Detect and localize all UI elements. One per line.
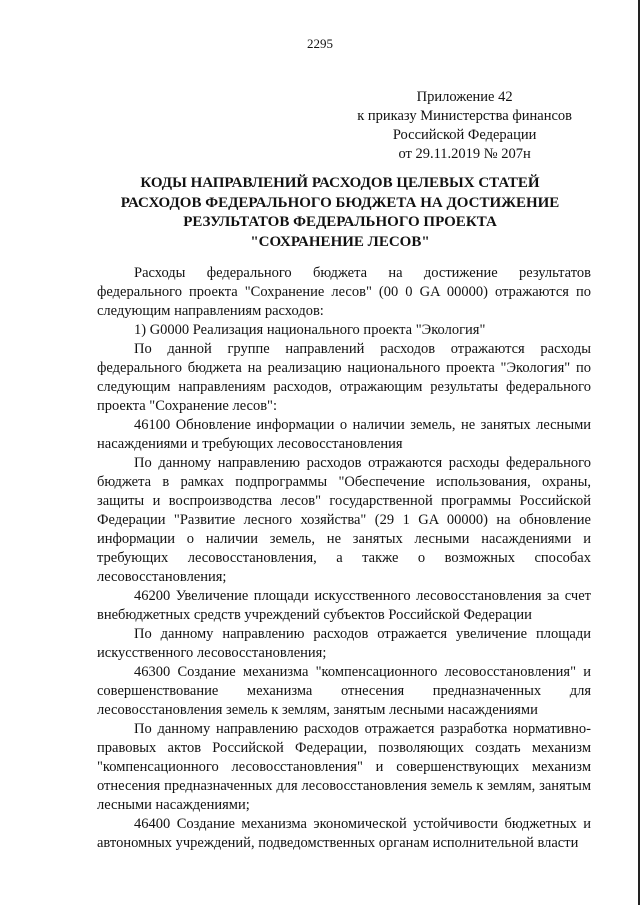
appendix-line: к приказу Министерства финансов	[357, 108, 572, 124]
paragraph-intro: Расходы федерального бюджета на достижение результатов федерального проекта "Сохранение лесов" (00 0 GA 00000) отражаются по следующим направлениям расходов:	[97, 265, 591, 319]
paragraph-code-46100: 46100 Обновление информации о наличии земель, не занятых лесными насаждениями и требующих лесовосстановления	[97, 417, 591, 452]
paragraph-code-46200: 46200 Увеличение площади искусственного лесовосстановления за счет внебюджетных средств учреждений субъектов Российской Федерации	[97, 588, 591, 623]
paragraph-group-heading: 1) G0000 Реализация национального проекта "Экология"	[134, 322, 486, 338]
paragraph-code-46100-description: По данному направлению расходов отражаются расходы федерального бюджета в рамках подпрограммы "Обеспечение использования, охраны, защиты и воспроизводства лесов" государственной программы Российской Федерации "Развитие лесного хозяйства" (29 1 GA 00000) на обновление информации о наличии земель, не занятых лесными насаждениями и требующих лесовосстановления, а также о возможных способах лесовосстановления;	[97, 455, 591, 585]
title-line: "СОХРАНЕНИЕ ЛЕСОВ"	[250, 233, 430, 250]
appendix-line: Российской Федерации	[392, 127, 537, 143]
appendix-header	[357, 88, 572, 164]
appendix-line: от 29.11.2019 № 207н	[398, 146, 531, 162]
paragraph-code-46300-description: По данному направлению расходов отражается разработка нормативно-правовых актов Российской Федерации, позволяющих создать механизм "компенсационного лесовосстановления" и совершенствующих механизм отнесения предназначенных для лесовосстановления земель к землям, занятым лесными насаждениями;	[97, 721, 591, 813]
appendix-line: Приложение 42	[416, 89, 513, 105]
title-line: КОДЫ НАПРАВЛЕНИЙ РАСХОДОВ ЦЕЛЕВЫХ СТАТЕЙ	[140, 175, 540, 191]
document-title	[90, 174, 590, 252]
paragraph-code-46400: 46400 Создание механизма экономической устойчивости бюджетных и автономных учреждений, подведомственных органам исполнительной власти	[97, 816, 591, 851]
title-line: РАСХОДОВ ФЕДЕРАЛЬНОГО БЮДЖЕТА НА ДОСТИЖЕНИЕ	[120, 194, 560, 211]
document-body	[97, 264, 591, 853]
page-number: 2295	[307, 36, 333, 51]
paragraph-code-46300: 46300 Создание механизма "компенсационного лесовосстановления" и совершенствование механизма отнесения предназначенных для лесовосстановления земель к землям, занятым лесными насаждениями	[97, 664, 591, 718]
title-line: РЕЗУЛЬТАТОВ ФЕДЕРАЛЬНОГО ПРОЕКТА	[183, 214, 497, 230]
paragraph-code-46200-description: По данному направлению расходов отражается увеличение площади искусственного лесовосстановления;	[97, 626, 591, 661]
paragraph-group-description: По данной группе направлений расходов отражаются расходы федерального бюджета на реализацию национального проекта "Экология" по следующим направлениям расходов, отражающим результаты федерального проекта "Сохранение лесов":	[97, 341, 591, 414]
